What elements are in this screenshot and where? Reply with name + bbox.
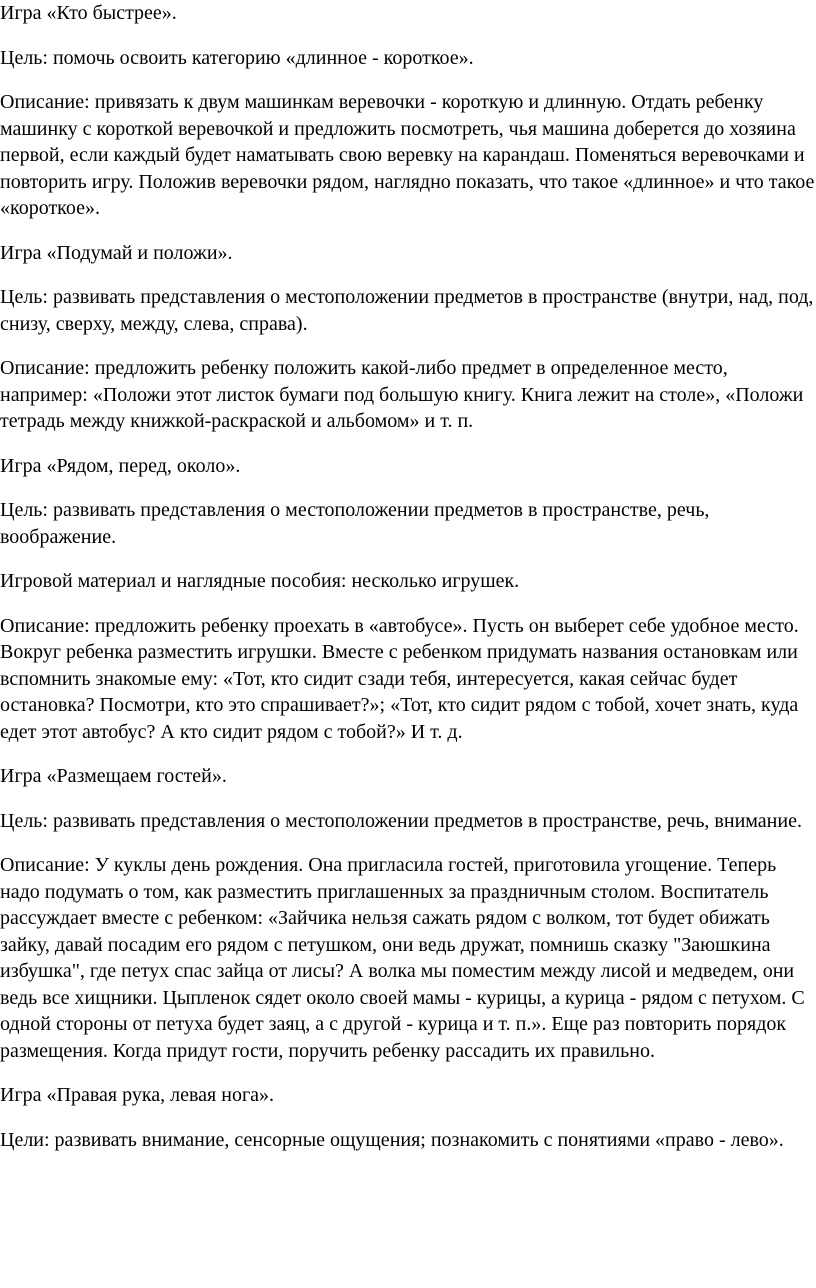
paragraph-goal: Цель: развивать представления о местоположении предметов в пространстве, речь, воображение. xyxy=(0,499,710,548)
paragraph-goal: Цель: развивать представления о местоположении предметов в пространстве (внутри, над, под, снизу, сверху, между, слева, справа). xyxy=(0,286,814,335)
paragraph-description: Описание: привязать к двум машинкам веревочки - короткую и длинную. Отдать ребенку машинку с короткой веревочкой и предложить посмотреть, чья машина доберется до хозяина первой, если каждый будет наматывать свою веревку на карандаш. Поменяться веревочками и повторить игру. Положив веревочки рядом, наглядно показать, что такое «длинное» и что такое «короткое». xyxy=(0,91,815,219)
paragraph-description: Описание: предложить ребенку проехать в «автобусе». Пусть он выберет себе удобное место. Вокруг ребенка разместить игрушки. Вместе с ребенком придумать названия остановкам или вспомнить знакомые ему: «Тот, кто сидит сзади тебя, интересуется, какая сейчас будет остановка? Посмотри, кто это спрашивает?»; «Тот, кто сидит рядом с тобой, хочет знать, куда едет этот автобус? А кто сидит рядом с тобой?» И т. д. xyxy=(0,614,799,743)
paragraph-game-title: Игра «Правая рука, левая нога». xyxy=(0,1084,275,1106)
paragraph-game-title: Игра «Кто быстрее». xyxy=(0,2,177,24)
paragraph-game-title: Игра «Рядом, перед, около». xyxy=(0,454,241,477)
paragraph-materials: Игровой материал и наглядные пособия: несколько игрушек. xyxy=(0,570,520,592)
paragraph-goal: Цель: развивать представления о местоположении предметов в пространстве, речь, внимание. xyxy=(0,809,802,832)
paragraph-goal: Цель: помочь освоить категорию «длинное - короткое». xyxy=(0,46,474,69)
paragraph-description: Описание: У куклы день рождения. Она пригласила гостей, приготовила угощение. Теперь надо подумать о том, как разместить приглашенных за праздничным столом. Воспитатель рассуждает вместе с ребенком: «Зайчика нельзя сажать рядом с волком, тот будет обижать зайку, давай посадим его рядом с петушком, они ведь дружат, помнишь сказку "Заюшкина избушка", где петух спас зайца от лисы? А волка мы поместим между лисой и медведем, они ведь все хищники. Цыпленок сядет около своей мамы - курицы, а курица - рядом с петухом. С одной стороны от петуха будет заяц, а с другой - курица и т. п.». Еще раз повторить порядок размещения. Когда придут гости, поручить ребенку рассадить их правильно. xyxy=(0,854,805,1062)
paragraph-goal: Цели: развивать внимание, сенсорные ощущения; познакомить с понятиями «право - лево». xyxy=(0,1128,784,1151)
paragraph-game-title: Игра «Размещаем гостей». xyxy=(0,765,227,787)
paragraph-game-title: Игра «Подумай и положи». xyxy=(0,241,233,264)
paragraph-description: Описание: предложить ребенку положить какой-либо предмет в определенное место, например: «Положи этот листок бумаги под большую книгу. Книга лежит на столе», «Положи тетрадь между книжкой-раскраской и альбомом» и т. п. xyxy=(0,357,804,432)
